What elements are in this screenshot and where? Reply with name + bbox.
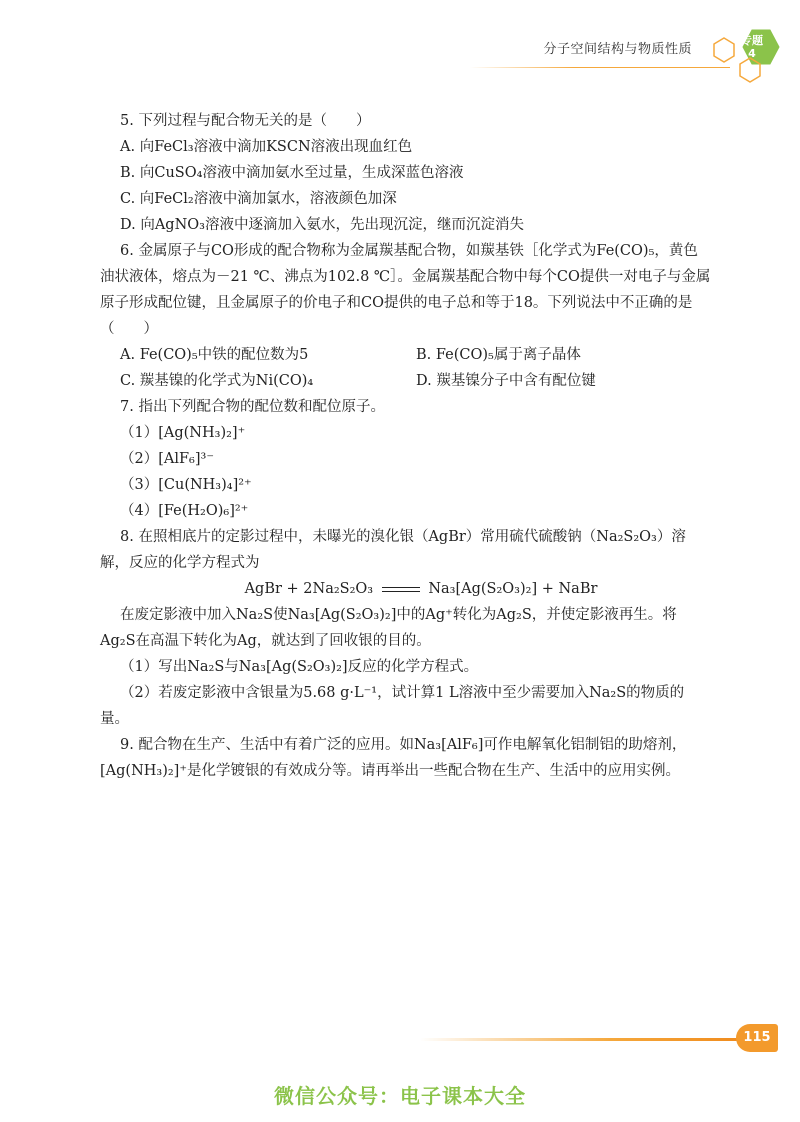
watermark-text: 微信公众号：电子课本大全 [274, 1084, 526, 1108]
q5-option-a: A. 向FeCl₃溶液中滴加KSCN溶液出现血红色 [120, 139, 413, 155]
q5-stem: 5. 下列过程与配合物无关的是（ ） [120, 113, 371, 129]
q6-option-a: A. Fe(CO)₅中铁的配位数为5 [120, 347, 309, 363]
topic-badge-number: 4 [748, 47, 756, 60]
equation-left: AgBr + 2Na₂S₂O₃ [244, 581, 374, 597]
page-header [0, 0, 800, 90]
q6-option-d: D. 羰基镍分子中含有配位键 [416, 373, 596, 389]
q8-sub2: （2）若废定影液中含银量为5.68 g·L⁻¹，试计算1 L溶液中至少需要加入Na₂S的物质的量。 [100, 685, 685, 727]
equation-right: Na₃[Ag(S₂O₃)₂] + NaBr [428, 581, 598, 597]
equals-sign [382, 587, 420, 592]
q8-equation [100, 576, 712, 602]
q8-stem: 8. 在照相底片的定影过程中，未曝光的溴化银（AgBr）常用硫代硫酸钠（Na₂S₂O₃）溶解，反应的化学方程式为 [100, 529, 686, 571]
q5-option-b: B. 向CuSO₄溶液中滴加氨水至过量，生成深蓝色溶液 [120, 165, 464, 181]
q7-item: （2）[AlF₆]³⁻ [120, 451, 214, 467]
q9-stem: 9. 配合物在生产、生活中有着广泛的应用。如Na₃[AlF₆]可作电解氧化铝制铝的助熔剂，[Ag(NH₃)₂]⁺是化学镀银的有效成分等。请再举出一些配合物在生产、生活中的应用实例。 [100, 737, 687, 779]
q7-item: （1）[Ag(NH₃)₂]⁺ [120, 425, 246, 441]
q6-options-row-2 [100, 368, 712, 394]
q6-options-row-1 [100, 342, 712, 368]
header-rule [470, 67, 730, 68]
topic-badge-label: 专题 [741, 34, 763, 47]
chapter-title: 分子空间结构与物质性质 [543, 42, 692, 57]
q5-option-d: D. 向AgNO₃溶液中逐滴加入氨水，先出现沉淀，继而沉淀消失 [120, 217, 524, 233]
q6-stem: 6. 金属原子与CO形成的配合物称为金属羰基配合物，如羰基铁［化学式为Fe(CO)₅，黄色油状液体，熔点为－21 ℃、沸点为102.8 ℃］。金属羰基配合物中每个CO提供一对电子与金属原子形成配位键，且金属原子的价电子和CO提供的电子总和等于18。下列说法中不正确的是（ ） [100, 243, 711, 337]
q7-stem: 7. 指出下列配合物的配位数和配位原子。 [120, 399, 385, 415]
page-number: 115 [736, 1024, 778, 1052]
q7-item: （3）[Cu(NH₃)₄]²⁺ [120, 477, 252, 493]
q7-item: （4）[Fe(H₂O)₆]²⁺ [120, 503, 249, 519]
q8-paragraph: 在废定影液中加入Na₂S使Na₃[Ag(S₂O₃)₂]中的Ag⁺转化为Ag₂S，并使定影液再生。将Ag₂S在高温下转化为Ag，就达到了回收银的目的。 [100, 607, 677, 649]
q8-sub1: （1）写出Na₂S与Na₃[Ag(S₂O₃)₂]反应的化学方程式。 [120, 659, 479, 675]
footer-rule [420, 1038, 738, 1041]
q6-option-b: B. Fe(CO)₅属于离子晶体 [416, 347, 581, 363]
q6-option-c: C. 羰基镍的化学式为Ni(CO)₄ [120, 373, 314, 389]
page-content [100, 108, 712, 784]
topic-badge [732, 34, 772, 60]
q5-option-c: C. 向FeCl₂溶液中滴加氯水，溶液颜色加深 [120, 191, 397, 207]
